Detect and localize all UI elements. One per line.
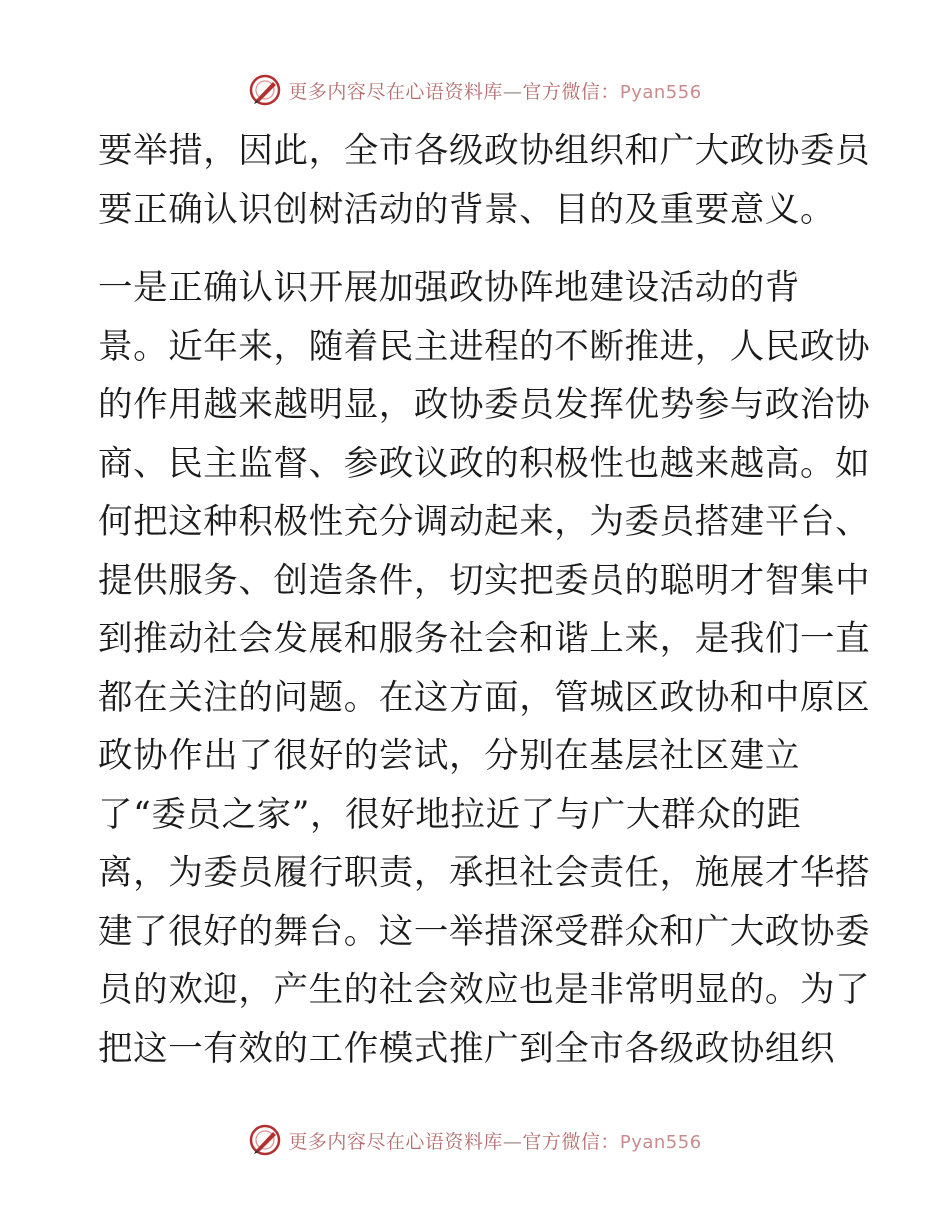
paragraph-spacer	[98, 239, 858, 259]
paragraph-1	[98, 122, 871, 239]
header-contact-text: 官方微信：	[522, 80, 620, 103]
text-line: 一是正确认识开展加强政协阵地建设活动的背	[98, 268, 800, 308]
text-line: 建了很好的舞台。这一举措深受群众和广大政协委	[98, 911, 871, 952]
text-line: 员的欢迎，产生的社会效应也是非常明显的。为了	[98, 970, 871, 1010]
footer-wechat-id: Pyan556	[619, 1131, 702, 1153]
text-line: 提供服务、创造条件，切实把委员的聪明才智集中	[98, 560, 871, 601]
text-line: 商、民主监督、参政议政的积极性也越来越高。如	[98, 443, 871, 484]
header-dash: —	[502, 80, 523, 103]
text-line: 把这一有效的工作模式推广到全市各级政协组织	[98, 1028, 836, 1069]
text-line: 要正确认识创树活动的背景、目的及重要意义。	[98, 189, 836, 230]
text-line: 到推动社会发展和服务社会和谐上来，是我们一直	[98, 619, 871, 659]
text-line: 都在关注的问题。在这方面，管城区政协和中原区	[98, 677, 871, 718]
text-line: 政协作出了很好的尝试，分别在基层社区建立	[98, 736, 800, 776]
paragraph-2	[98, 259, 871, 1078]
text-line: 要举措，因此，全市各级政协组织和广大政协委员	[98, 131, 871, 171]
text-line: 的作用越来越明显，政协委员发挥优势参与政治协	[98, 385, 871, 425]
text-line: 离，为委员履行职责，承担社会责任，施展才华搭	[98, 853, 871, 893]
footer-dash: —	[502, 1130, 523, 1153]
header-wechat-id: Pyan556	[619, 81, 702, 103]
footer-site-text: 更多内容尽在心语资料库	[288, 1130, 503, 1153]
text-line: 何把这种积极性充分调动起来，为委员搭建平台、	[98, 502, 871, 542]
pen-seal-logo-icon	[248, 73, 282, 107]
document-body	[98, 122, 871, 1078]
header-watermark-text	[288, 77, 701, 104]
header-watermark-banner	[0, 70, 950, 110]
pen-seal-logo-icon	[248, 1123, 282, 1157]
text-line: 景。近年来，随着民主进程的不断推进，人民政协	[98, 326, 871, 367]
text-line: 了“委员之家”，很好地拉近了与广大群众的距	[98, 794, 802, 835]
header-site-text: 更多内容尽在心语资料库	[288, 80, 503, 103]
footer-contact-text: 官方微信：	[522, 1130, 620, 1153]
footer-watermark-text	[288, 1127, 701, 1154]
footer-watermark-banner	[0, 1120, 950, 1160]
